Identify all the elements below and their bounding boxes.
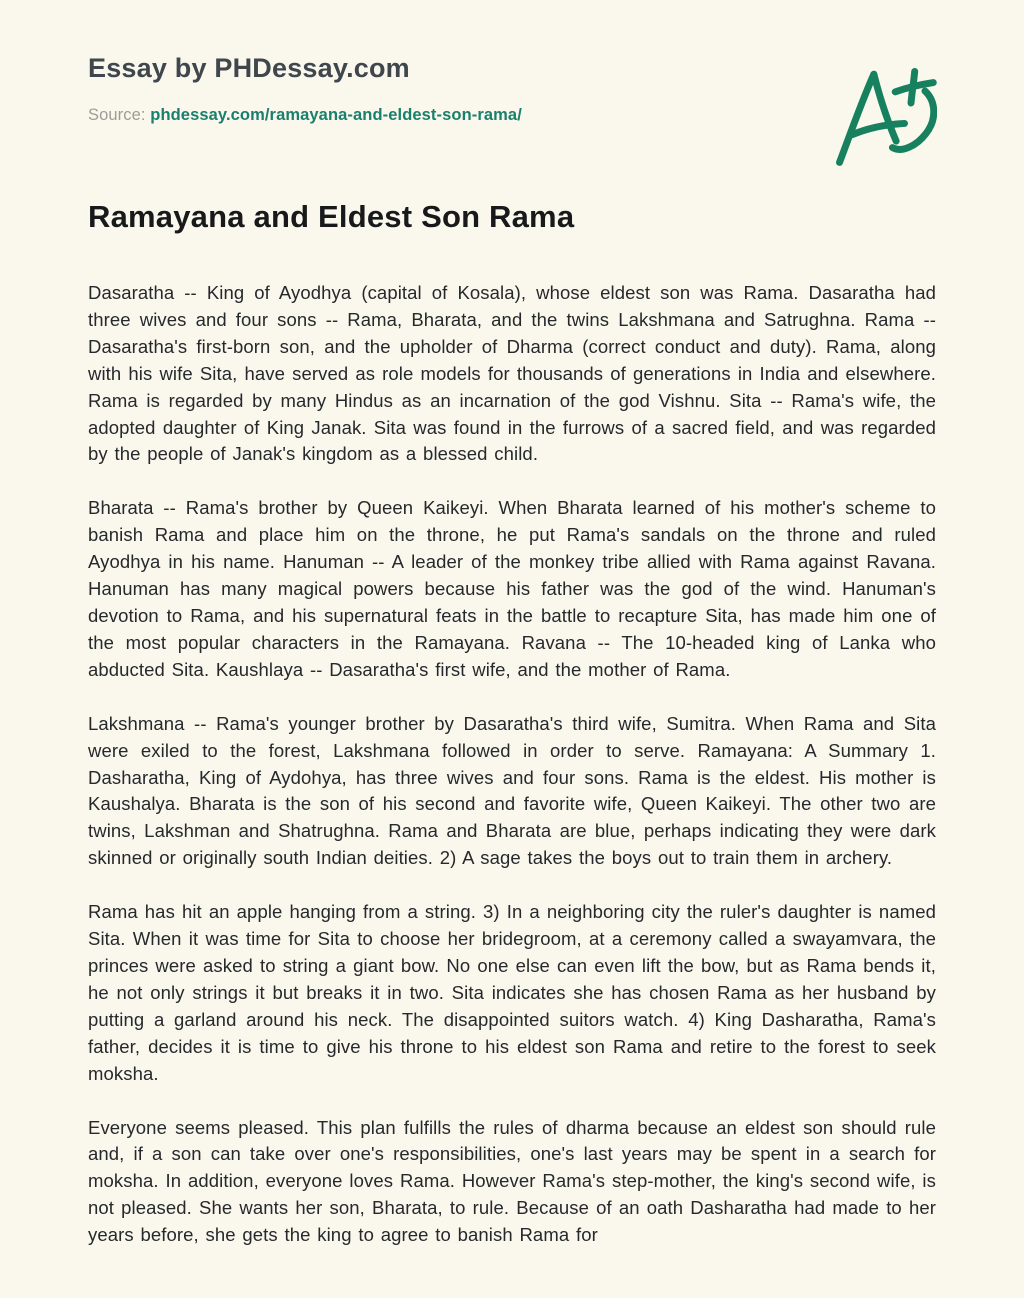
essay-body	[88, 280, 936, 1249]
source-label: Source:	[88, 106, 146, 125]
a-plus-logo-icon	[833, 60, 937, 172]
source-row	[88, 106, 936, 125]
essay-paragraph-1: Dasaratha -- King of Ayodhya (capital of Kosala), whose eldest son was Rama. Dasaratha had three wives and four sons -- Rama, Bharata, and the twins Lakshmana and Satrughna. Rama -- Dasaratha's first-born son, and the upholder of Dharma (correct conduct and duty). Rama, along with his wife Sita, have served as role models for thousands of generations in India and elsewhere. Rama is regarded by many Hindus as an incarnation of the god Vishnu. Sita -- Rama's wife, the adopted daughter of King Janak. Sita was found in the furrows of a sacred field, and was regarded by the people of Janak's kingdom as a blessed child.	[88, 282, 936, 465]
page-header	[88, 52, 936, 125]
essay-paragraph-2: Bharata -- Rama's brother by Queen Kaikeyi. When Bharata learned of his mother's scheme to banish Rama and place him on the throne, he put Rama's sandals on the throne and ruled Ayodhya in his name. Hanuman -- A leader of the monkey tribe allied with Rama against Ravana. Hanuman has many magical powers because his father was the god of the wind. Hanuman's devotion to Rama, and his supernatural feats in the battle to recapture Sita, has made him one of the most popular characters in the Ramayana. Ravana -- The 10-headed king of Lanka who abducted Sita. Kaushlaya -- Dasaratha's first wife, and the mother of Rama.	[88, 497, 936, 680]
essay-paragraph-5: Everyone seems pleased. This plan fulfills the rules of dharma because an eldest son should rule and, if a son can take over one's responsibilities, one's last years may be spent in a search for moksha. In addition, everyone loves Rama. However Rama's step-mother, the king's second wife, is not pleased. She wants her son, Bharata, to rule. Because of an oath Dasharatha had made to her years before, she gets the king to agree to banish Rama for	[88, 1116, 936, 1246]
essay-paragraph-4: Rama has hit an apple hanging from a string. 3) In a neighboring city the ruler's daughter is named Sita. When it was time for Sita to choose her bridegroom, at a ceremony called a swayamvara, the princes were asked to string a giant bow. No one else can even lift the bow, but as Rama bends it, he not only strings it but breaks it in two. Sita indicates she has chosen Rama as her husband by putting a garland around his neck. The disappointed suitors watch. 4) King Dasharatha, Rama's father, decides it is time to give his throne to his eldest son Rama and retire to the forest to seek moksha.	[88, 901, 936, 1084]
essay-paragraph-3: Lakshmana -- Rama's younger brother by Dasaratha's third wife, Sumitra. When Rama and Sita were exiled to the forest, Lakshmana followed in order to serve. Ramayana: A Summary 1. Dasharatha, King of Aydohya, has three wives and four sons. Rama is the eldest. His mother is Kaushalya. Bharata is the son of his second and favorite wife, Queen Kaikeyi. The other two are twins, Lakshman and Shatrughna. Rama and Bharata are blue, perhaps indicating they were dark skinned or originally south Indian deities. 2) A sage takes the boys out to train them in archery.	[88, 712, 936, 869]
brand-title: Essay by PHDessay.com	[88, 53, 410, 83]
article-title: Ramayana and Eldest Son Rama	[88, 199, 575, 235]
source-link[interactable]: phdessay.com/ramayana-and-eldest-son-rama/	[150, 106, 522, 125]
